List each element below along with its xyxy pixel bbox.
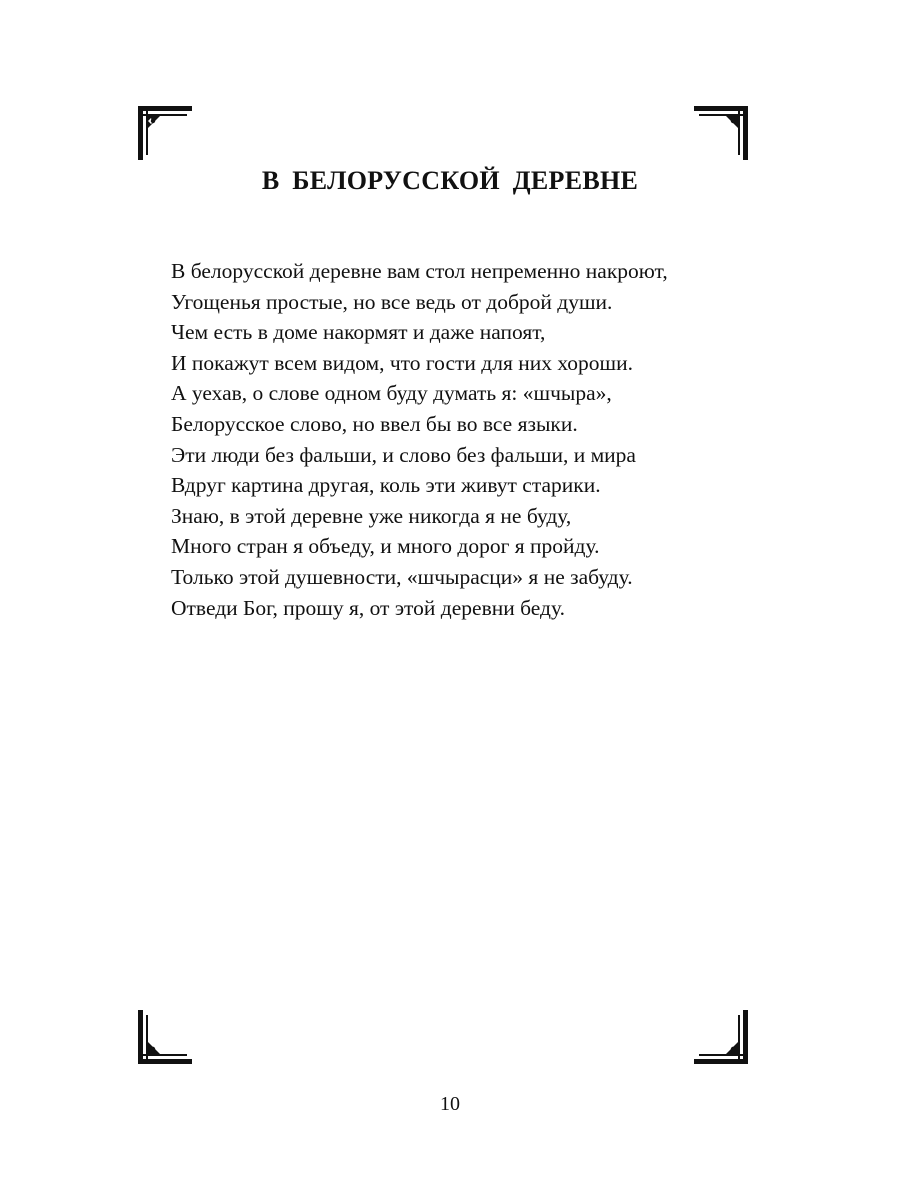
corner-ornament-bottom-right-icon [692,1008,748,1064]
poem-line: Угощенья простые, но все ведь от доброй души. [171,289,613,314]
poem-line: Эти люди без фальши, и слово без фальши, и мира [171,442,636,467]
poem-line: Отведи Бог, прошу я, от этой деревни беду. [171,595,565,620]
poem-line: Знаю, в этой деревне уже никогда я не буду, [171,503,572,528]
poem-line: Только этой душевности, «шчырасци» я не забуду. [171,564,633,589]
poem-line: И покажут всем видом, что гости для них хороши. [171,350,633,375]
corner-ornament-bottom-left-icon [138,1008,194,1064]
poem-title: В БЕЛОРУССКОЙ ДЕРЕВНЕ [261,166,639,195]
poem-line: А уехав, о слове одном буду думать я: «шчыра», [171,381,612,406]
poem-body [171,256,791,623]
poem-line: Чем есть в доме накормят и даже напоят, [171,320,546,345]
poem-line: В белорусской деревне вам стол непременно накроют, [171,259,668,283]
page-number: 10 [440,1093,460,1115]
poem-line: Белорусское слово, но ввел бы во все языки. [171,411,578,436]
corner-ornament-top-left-icon [138,106,194,162]
poem-line: Много стран я объеду, и много дорог я пройду. [171,534,600,559]
poem-line: Вдруг картина другая, коль эти живут старики. [171,473,601,498]
corner-ornament-top-right-icon [692,106,748,162]
